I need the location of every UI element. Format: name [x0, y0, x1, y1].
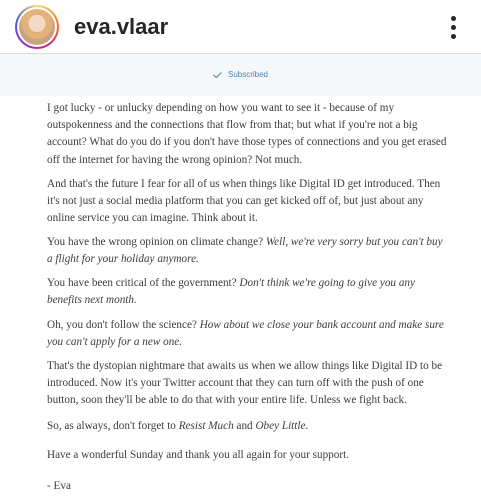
subscribed-label: Subscribed	[227, 70, 269, 79]
paragraph-italic: Resist Much	[178, 420, 234, 432]
avatar[interactable]	[15, 5, 59, 49]
paragraph-text: You have the wrong opinion on climate change?	[47, 236, 266, 248]
paragraph-text: Oh, you don't follow the science?	[47, 319, 200, 331]
paragraph: I got lucky - or unlucky depending on how you want to see it - because of my outspokenness and the connections that flow from that; but what if you're not a big account? What do you do if you don't have those types of connections and you get erased off the internet for having the wrong opinion? Not much.	[47, 102, 447, 166]
paragraph: And that's the future I fear for all of us when things like Digital ID get introduced. Then it's not just a social media platform that you can get kicked off of, but just about any online service you can imagine. Think about it.	[47, 178, 441, 225]
post-header	[0, 0, 481, 54]
ellipsis-dot	[451, 16, 456, 21]
avatar-frame	[17, 7, 57, 47]
signature: - Eva	[47, 480, 71, 492]
paragraph: That's the dystopian nightmare that awaits us when we allow things like Digital ID to be introduced. Now it's your Twitter account that they can turn off with the push of one button, soon they'll be able to do that with your entire life. Unless we fight back.	[47, 360, 443, 407]
paragraph: Have a wonderful Sunday and thank you all again for your support.	[47, 449, 349, 461]
ellipsis-dot	[451, 34, 456, 39]
paragraph	[47, 234, 447, 268]
subscription-banner	[0, 54, 481, 96]
paragraph-italic: Obey Little	[255, 420, 306, 432]
paragraph	[47, 275, 447, 309]
vertical-ellipsis-icon[interactable]	[448, 15, 458, 41]
check-icon	[213, 72, 222, 78]
paragraph-italic: Don't think we're going to give you any benefits next month.	[47, 277, 415, 307]
paragraph	[47, 317, 447, 351]
paragraph-italic: Well, we're very sorry but you can't buy a flight for your holiday anymore.	[47, 236, 443, 266]
paragraph	[47, 418, 447, 435]
paragraph-text: and	[233, 420, 256, 432]
paragraph-text: So, as always, don't forget to	[47, 420, 179, 432]
profile-photo	[19, 9, 55, 45]
ellipsis-dot	[451, 25, 456, 30]
paragraph-italic: How about we close your bank account and make sure you can't apply for a new one.	[47, 319, 444, 349]
paragraph-text: You have been critical of the government?	[47, 277, 240, 289]
paragraph-text: .	[305, 420, 309, 432]
subscribed-status	[0, 70, 481, 79]
username[interactable]: eva.vlaar	[74, 14, 169, 39]
